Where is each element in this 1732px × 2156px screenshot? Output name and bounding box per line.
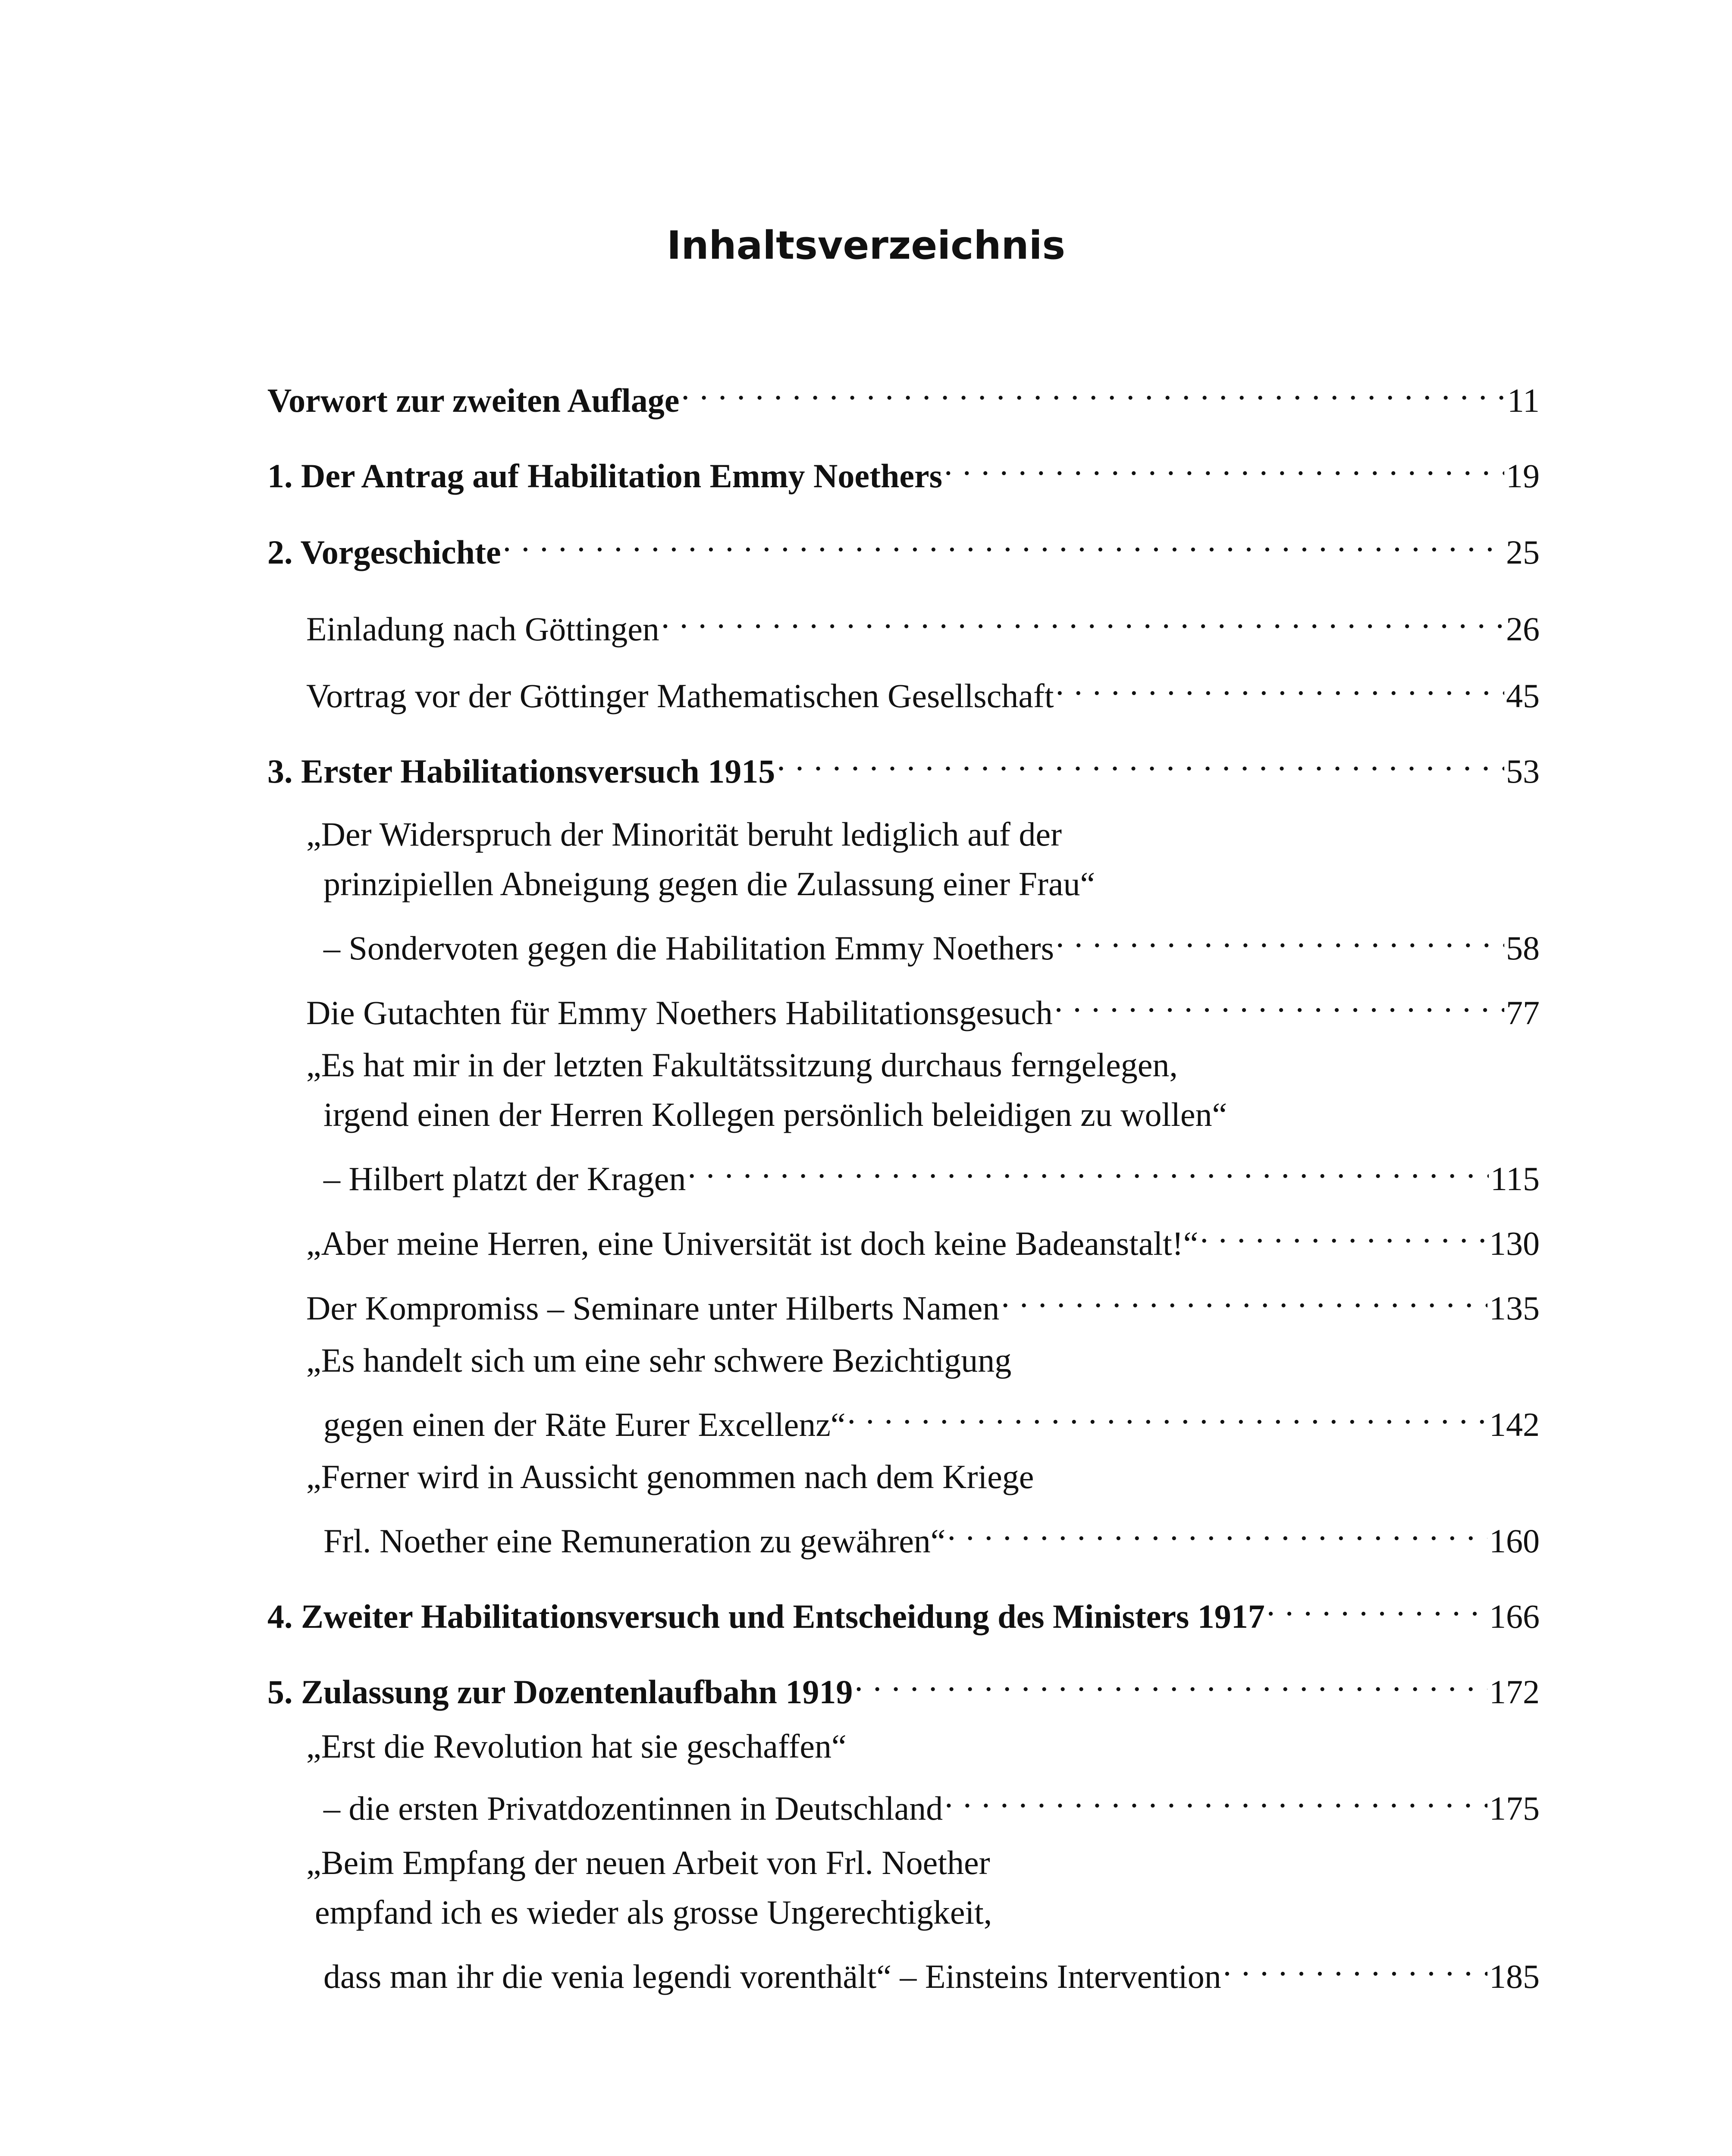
toc-line (267, 364, 1540, 419)
toc-entry-title: 2. Vorgeschichte (267, 533, 501, 571)
toc-entry-title: „Der Widerspruch der Minorität beruht lediglich auf der (306, 815, 1062, 853)
toc-page-number: 142 (1489, 1406, 1540, 1443)
toc-line (323, 1143, 1540, 1197)
toc-line (323, 1091, 1540, 1138)
toc-line (323, 1388, 1540, 1443)
toc-line (306, 1272, 1540, 1327)
toc-entry-title: Vorwort zur zweiten Auflage (267, 382, 680, 419)
toc-page-number: 130 (1489, 1225, 1540, 1262)
toc-entry-subtitle: irgend einen der Herren Kollegen persönlich beleidigen zu wollen“ (323, 1096, 1227, 1133)
dot-leader (1200, 1207, 1487, 1255)
toc-entry-subtitle: – Sondervoten gegen die Habilitation Emmy Noethers (323, 929, 1054, 967)
toc-entry-title: „Aber meine Herren, eine Universität ist doch keine Badeanstalt!“ (306, 1225, 1199, 1262)
toc-entry-title: Der Kompromiss – Seminare unter Hilberts Namen (306, 1289, 1000, 1327)
toc-line (306, 1839, 1540, 1887)
toc-line (267, 1656, 1540, 1711)
dot-leader (1056, 912, 1504, 959)
toc-line (323, 1772, 1540, 1827)
toc-page-number: 25 (1506, 533, 1540, 571)
dot-leader (681, 364, 1506, 412)
toc-line (267, 1580, 1540, 1635)
toc-page-number: 160 (1489, 1522, 1540, 1560)
toc-line (306, 593, 1540, 648)
toc-entry-title: 4. Zweiter Habilitationsversuch und Entscheidung des Ministers 1917 (267, 1598, 1265, 1635)
toc-entry-subtitle: Frl. Noether eine Remuneration zu gewähren“ (323, 1522, 946, 1560)
dot-leader (944, 1772, 1487, 1820)
dot-leader (854, 1656, 1487, 1703)
toc-line (323, 912, 1540, 967)
page-title: Inhaltsverzeichnis (666, 223, 1066, 268)
toc-page-number: 26 (1506, 610, 1540, 648)
toc-entry-title: 1. Der Antrag auf Habilitation Emmy Noethers (267, 457, 942, 495)
toc-entry-title: Die Gutachten für Emmy Noethers Habilitationsgesuch (306, 994, 1053, 1031)
toc-line (267, 440, 1540, 495)
toc-entry-title: „Beim Empfang der neuen Arbeit von Frl. Noether (306, 1844, 990, 1881)
toc-entry-title: 5. Zulassung zur Dozentenlaufbahn 1919 (267, 1673, 853, 1711)
toc-line (267, 735, 1540, 790)
toc-line (306, 977, 1540, 1031)
dot-leader (847, 1388, 1488, 1436)
toc-page-number: 135 (1489, 1289, 1540, 1327)
toc-entry-title: Einladung nach Göttingen (306, 610, 659, 648)
toc-line (306, 660, 1540, 714)
toc-entry-subtitle: empfand ich es wieder als grosse Ungerechtigkeit, (315, 1893, 992, 1931)
toc-line (306, 811, 1540, 858)
toc-page-number: 19 (1506, 457, 1540, 495)
toc-entry-subtitle: gegen einen der Räte Eurer Excellenz“ (323, 1406, 846, 1443)
toc-line (267, 516, 1540, 571)
toc-page-number: 185 (1489, 1958, 1540, 1995)
toc-entry-subtitle: – Hilbert platzt der Kragen (323, 1160, 686, 1197)
toc-line (306, 1453, 1540, 1501)
toc-entry-title: Vortrag vor der Göttinger Mathematischen Gesellschaft (306, 677, 1054, 714)
toc-line (306, 1723, 1540, 1770)
toc-line (323, 1505, 1540, 1560)
toc-line (323, 860, 1540, 908)
toc-entry-title: „Ferner wird in Aussicht genommen nach dem Kriege (306, 1458, 1034, 1495)
toc-line (323, 1940, 1540, 1995)
toc-line (315, 1889, 1540, 1936)
toc-entry-title: „Es hat mir in der letzten Fakultätssitzung durchaus ferngelegen, (306, 1046, 1178, 1084)
toc-page-number: 166 (1489, 1598, 1540, 1635)
toc-page-number: 115 (1490, 1160, 1540, 1197)
toc-entry-subtitle: dass man ihr die venia legendi vorenthält“ – Einsteins Intervention (323, 1958, 1221, 1995)
toc-line (306, 1337, 1540, 1384)
dot-leader (661, 593, 1504, 640)
dot-leader (687, 1143, 1489, 1190)
toc-line (306, 1041, 1540, 1089)
toc-entry-title: 3. Erster Habilitationsversuch 1915 (267, 752, 775, 790)
dot-leader (1056, 660, 1504, 707)
dot-leader (944, 440, 1504, 487)
toc-line (306, 1207, 1540, 1262)
toc-entry-subtitle: – die ersten Privatdozentinnen in Deutschland (323, 1789, 943, 1827)
dot-leader (1054, 977, 1504, 1024)
toc-page-number: 53 (1506, 752, 1540, 790)
dot-leader (503, 516, 1504, 564)
toc-entry-title: „Erst die Revolution hat sie geschaffen“ (306, 1727, 847, 1765)
toc-entry-title: „Es handelt sich um eine sehr schwere Bezichtigung (306, 1341, 1012, 1379)
dot-leader (1223, 1940, 1487, 1988)
dot-leader (1001, 1272, 1487, 1319)
dot-leader (947, 1505, 1487, 1552)
toc-page-number: 175 (1489, 1789, 1540, 1827)
toc-entry-subtitle: prinzipiellen Abneigung gegen die Zulassung einer Frau“ (323, 865, 1095, 903)
toc-page-number: 172 (1489, 1673, 1540, 1711)
toc-page-number: 58 (1506, 929, 1540, 967)
toc-page-number: 45 (1506, 677, 1540, 714)
toc-page-number: 11 (1507, 382, 1540, 419)
toc-page-number: 77 (1506, 994, 1540, 1031)
dot-leader (777, 735, 1504, 783)
dot-leader (1267, 1580, 1487, 1628)
